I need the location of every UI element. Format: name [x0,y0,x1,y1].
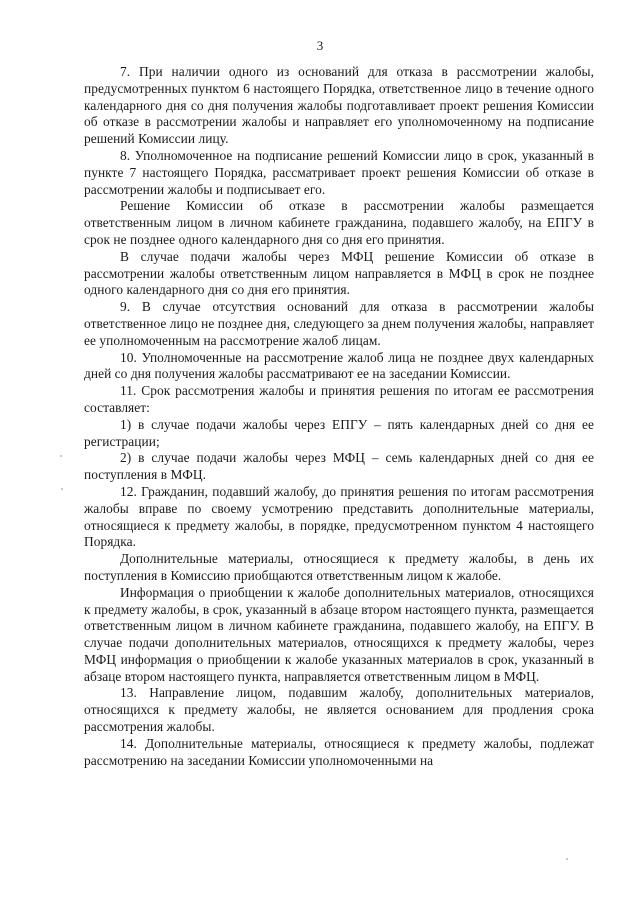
paragraph-13: 13. Направление лицом, подавшим жалобу, дополнительных материалов, относящихся к предмету жалобы, не является основанием для продления срока рассмотрения жалобы. [84,685,594,735]
scan-speck [566,858,568,860]
paragraph-8-decision-placement: Решение Комиссии об отказе в рассмотрении жалобы размещается ответственным лицом в личном кабинете гражданина, подавшего жалобу, на ЕПГУ в срок не позднее одного календарного дня со дня его принятия. [84,198,594,247]
paragraph-12-information: Информация о приобщении к жалобе дополнительных материалов, относящихся к предмету жалобы, в срок, указанный в абзаце втором настоящего пункта, размещается ответственным лицом в личном кабинете гражданина, подавшего жалобу, на ЕПГУ. В случае подачи дополнительных материалов, относящихся к предмету жалобы, через МФЦ информация о приобщении к жалобе указанных материалов в срок, указанный в абзаце втором настоящего пункта, направляется ответственным лицом в МФЦ. [84,584,594,684]
paragraph-14: 14. Дополнительные материалы, относящиеся к предмету жалобы, подлежат рассмотрению на заседании Комиссии уполномоченными на [84,735,594,768]
paragraph-11-item-2: 2) в случае подачи жалобы через МФЦ – семь календарных дней со дня ее поступления в МФЦ. [84,450,594,483]
scan-speck [61,488,63,490]
paragraph-11: 11. Срок рассмотрения жалобы и принятия решения по итогам ее рассмотрения составляет: [84,383,594,415]
paragraph-10: 10. Уполномоченные на рассмотрение жалоб лица не позднее двух календарных дней со дня получения жалобы рассматривают ее на заседании Комиссии. [84,349,594,382]
paragraph-9: 9. В случае отсутствия оснований для отказа в рассмотрении жалобы ответственное лицо не позднее дня, следующего за днем получения жалобы, направляет ее уполномоченным на рассмотрение жалоб лицам. [84,299,594,348]
paragraph-12: 12. Гражданин, подавший жалобу, до принятия решения по итогам рассмотрения жалобы вправе по своему усмотрению представить дополнительные материалы, относящиеся к предмету жалобы, в порядке, предусмотренном пунктом 4 настоящего Порядка. [84,483,594,550]
paragraph-7: 7. При наличии одного из оснований для отказа в рассмотрении жалобы, предусмотренных пунктом 6 настоящего Порядка, ответственное лицо в течение одного календарного дня со дня получения жалобы подготавливает проект решения Комиссии об отказе в рассмотрении жалобы и направляет его уполномоченному на подписание решений Комиссии лицу. [84,64,594,147]
paragraph-8: 8. Уполномоченное на подписание решений Комиссии лицо в срок, указанный в пункте 7 настоящего Порядка, рассматривает проект решения Комиссии об отказе в рассмотрении жалобы и подписывает его. [84,147,594,197]
scan-speck [60,455,62,457]
page-number: 3 [316,38,324,53]
paragraph-12-additional-materials: Дополнительные материалы, относящиеся к предмету жалобы, в день их поступления в Комиссию приобщаются ответственным лицом к жалобе. [84,551,594,583]
paragraph-11-item-1: 1) в случае подачи жалобы через ЕПГУ – пять календарных дней со дня ее регистрации; [84,416,594,449]
document-body [84,64,594,769]
paragraph-8-mfc-case: В случае подачи жалобы через МФЦ решение Комиссии об отказе в рассмотрении жалобы ответственным лицом направляется в МФЦ в срок не позднее одного календарного дня со дня его принятия. [84,248,594,298]
